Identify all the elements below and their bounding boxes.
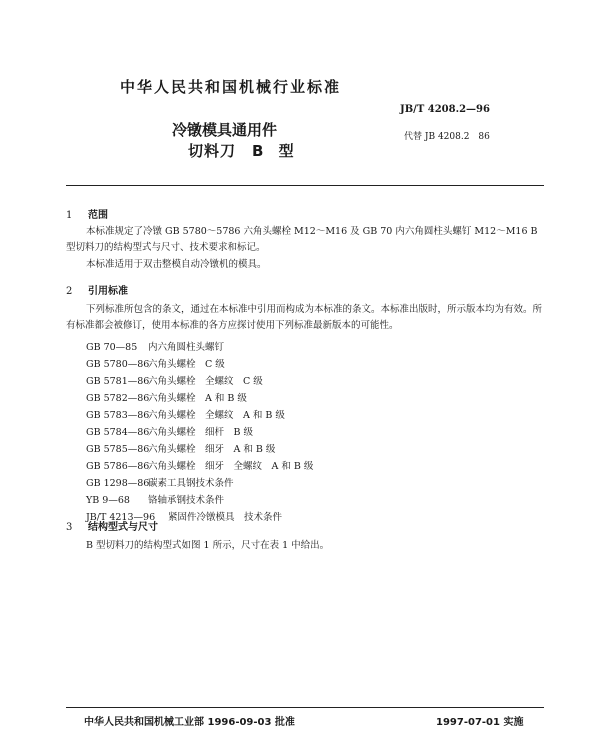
reference-code: GB 70—85 xyxy=(86,342,138,353)
section-2-number: 2 xyxy=(66,286,73,297)
reference-title: 六角头螺栓 A 和 B 级 xyxy=(148,393,247,404)
standard-category-title: 中华人民共和国机械行业标准 xyxy=(120,78,342,96)
reference-title: 紧固件冷镦模具 技术条件 xyxy=(168,512,283,523)
reference-item xyxy=(86,373,313,390)
section-1-heading xyxy=(66,206,108,221)
section-3-title: 结构型式与尺寸 xyxy=(88,522,158,533)
footer-divider xyxy=(66,707,544,708)
section-3-paragraph-1: B 型切料刀的结构型式如图 1 所示，尺寸在表 1 中给出。 xyxy=(86,540,330,551)
section-1-paragraph-2: 本标准适用于双击整模自动冷镦机的模具。 xyxy=(86,259,267,270)
reference-item xyxy=(86,424,313,441)
reference-item xyxy=(86,339,313,356)
issued-by-date: 中华人民共和国机械工业部 1996-09-03 批准 xyxy=(84,717,295,728)
effective-date: 1997-07-01 实施 xyxy=(436,717,524,728)
section-2-heading xyxy=(66,282,128,297)
document-title-line2: 切料刀 B 型 xyxy=(188,142,295,160)
reference-code: YB 9—68 xyxy=(86,495,130,506)
reference-title: 碳素工具钢技术条件 xyxy=(148,478,234,489)
replaces-standard-note: 代替 JB 4208.2 86 xyxy=(404,132,490,142)
standard-number: JB/T 4208.2—96 xyxy=(400,104,490,115)
reference-code: GB 5780—86 xyxy=(86,359,150,370)
reference-item xyxy=(86,492,313,509)
reference-item xyxy=(86,441,313,458)
reference-title: 六角头螺栓 细牙 A 和 B 级 xyxy=(148,444,276,455)
reference-code: GB 5784—86 xyxy=(86,427,150,438)
reference-item xyxy=(86,390,313,407)
reference-item xyxy=(86,356,313,373)
reference-title: 六角头螺栓 细杆 B 级 xyxy=(148,427,254,438)
reference-title: 六角头螺栓 全螺纹 A 和 B 级 xyxy=(148,410,285,421)
reference-item xyxy=(86,475,313,492)
reference-title: 内六角圆柱头螺钉 xyxy=(148,342,225,353)
reference-code: GB 5781—86 xyxy=(86,376,150,387)
reference-code: GB 5785—86 xyxy=(86,444,150,455)
reference-title: 六角头螺栓 C 级 xyxy=(148,359,225,370)
section-2-paragraph-1: 下列标准所包含的条文，通过在本标准中引用而构成为本标准的条文。本标准出版时，所示版本均为有效。所有标准都会被修订，使用本标准的各方应探讨使用下列标准最新版本的可能性。 xyxy=(66,304,543,331)
reference-code: GB 5786—86 xyxy=(86,461,150,472)
section-1-number: 1 xyxy=(66,210,73,221)
reference-list xyxy=(86,339,313,526)
reference-title: 六角头螺栓 细牙 全螺纹 A 和 B 级 xyxy=(148,461,314,472)
reference-code: GB 5782—86 xyxy=(86,393,150,404)
section-3-heading xyxy=(66,518,158,533)
reference-item xyxy=(86,407,313,424)
section-1-paragraph-1: 本标准规定了冷镦 GB 5780～5786 六角头螺栓 M12～M16 及 GB 70 内六角圆柱头螺钉 M12～M16 B 型切料刀的结构型式与尺寸、技术要求和标记。 xyxy=(66,226,538,253)
reference-code: JB/T 4213—96 xyxy=(86,512,156,523)
reference-title: 六角头螺栓 全螺纹 C 级 xyxy=(148,376,263,387)
document-title-line1: 冷镦模具通用件 xyxy=(172,121,278,139)
reference-code: GB 5783—86 xyxy=(86,410,150,421)
header-divider xyxy=(66,185,544,186)
section-3-number: 3 xyxy=(66,522,73,533)
reference-code: GB 1298—86 xyxy=(86,478,150,489)
section-2-title: 引用标准 xyxy=(88,286,128,297)
reference-item xyxy=(86,458,313,475)
reference-title: 铬轴承钢技术条件 xyxy=(148,495,225,506)
section-1-title: 范围 xyxy=(88,210,108,221)
